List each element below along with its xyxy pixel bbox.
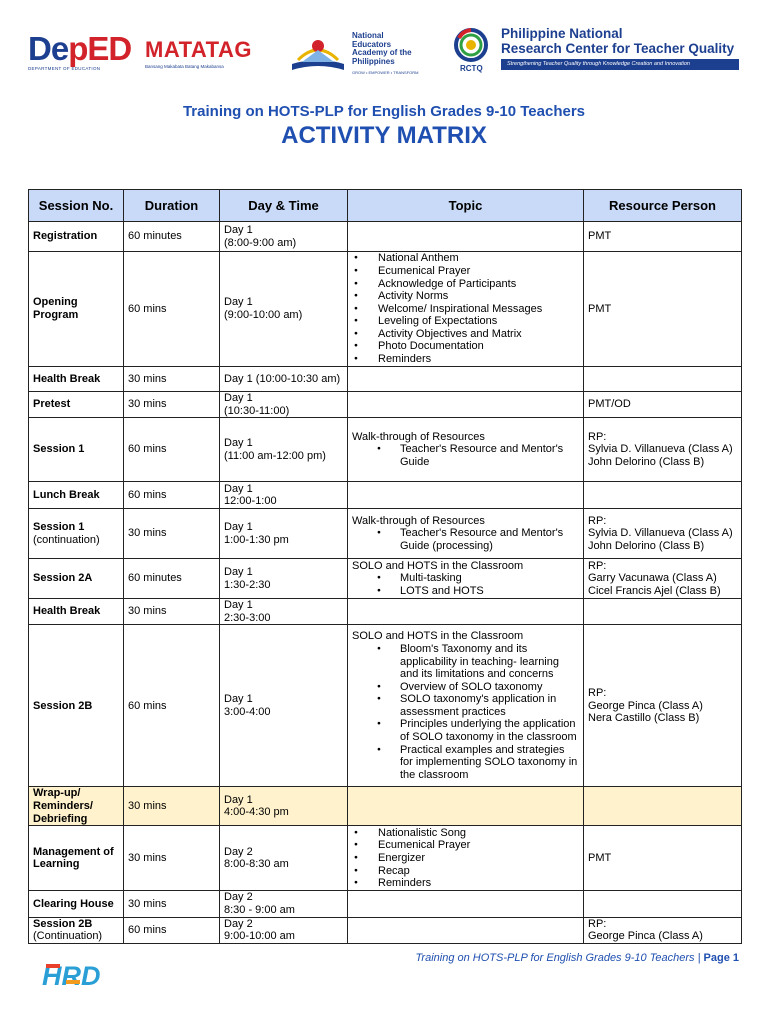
rctq-logo: RCTQ Philippine National Research Center for Teacher Quality Strengthening Teacher Quality through Knowledge Creation and Innovation (449, 26, 741, 76)
table-row: Session 1 (continuation) 30 mins Day 1 1:00-1:30 pm Walk-through of Resources ● Teacher's Resource and Mentor's Guide (processing) RP: Sylvia D. Villanueva (Class A) John Delorino (Class B) (29, 509, 742, 559)
list-item: ● Recap (378, 865, 579, 878)
document-subtitle: Training on HOTS-PLP for English Grades 9-10 Teachers (182, 103, 586, 120)
list-item: ● Overview of SOLO taxonomy (400, 681, 579, 694)
header-logos (0, 0, 768, 95)
table-row: Pretest 30 mins Day 1 (10:30-11:00) PMT/OD (29, 392, 742, 418)
svg-text:HRD: HRD (42, 961, 101, 990)
column-header-session: Session No. (29, 190, 124, 222)
list-item: ● Teacher's Resource and Mentor's Guide (400, 443, 579, 468)
table-row: Clearing House 30 mins Day 2 8:30 - 9:00 am (29, 891, 742, 917)
list-item: ● Principles underlying the application of SOLO taxonomy in the classroom (400, 718, 579, 743)
column-header-day-time: Day & Time (220, 190, 348, 222)
list-item: ● Leveling of Expectations (378, 315, 579, 328)
page-footer: Training on HOTS-PLP for English Grades 9-10 Teachers | Page 1 (415, 952, 739, 964)
table-row: Session 2A 60 minutes Day 1 1:30-2:30 SOLO and HOTS in the Classroom ● Multi-tasking ● LOTS and HOTS RP: Garry Vacunawa (Class A) Cicel Francis Ajel (Class B) (29, 559, 742, 599)
table-row: Session 2B (Continuation) 60 mins Day 2 9:00-10:00 am RP: George Pinca (Class A) (29, 917, 742, 943)
topic-cell: SOLO and HOTS in the Classroom ● Multi-tasking ● LOTS and HOTS (348, 559, 584, 599)
table-row: Wrap-up/ Reminders/ Debriefing 30 mins Day 1 4:00-4:30 pm (29, 787, 742, 826)
list-item: ● Ecumenical Prayer (378, 265, 579, 278)
hrd-logo-icon (40, 960, 110, 990)
table-row: Management of Learning 30 mins Day 2 8:00-8:30 am ● Nationalistic Song ● Ecumenical Prayer ● Energizer ● Recap ● Reminders PMT (29, 826, 742, 891)
table-row: Opening Program 60 mins Day 1 (9:00-10:00 am) ● National Anthem ● Ecumenical Prayer ● Acknowledge of Participants ● Activity Norms ● Welcome/ Inspirational Messages ● Leveling of Expectations ● Activity Objectives and Matrix ● Photo Documentation ● Reminders PMT (29, 252, 742, 367)
topic-cell (348, 252, 584, 367)
table-row: Health Break 30 mins Day 1 2:30-3:00 (29, 599, 742, 625)
page-number: Page 1 (703, 952, 739, 964)
table-row: Session 1 60 mins Day 1 (11:00 am-12:00 pm) Walk-through of Resources ● Teacher's Resource and Mentor's Guide RP: Sylvia D. Villanueva (Class A) John Delorino (Class B) (29, 418, 742, 482)
table-row: Lunch Break 60 mins Day 1 12:00-1:00 (29, 482, 742, 509)
list-item: ● Energizer (378, 852, 579, 865)
list-item: ● National Anthem (378, 252, 579, 265)
list-item: ● Teacher's Resource and Mentor's Guide (processing) (400, 527, 579, 552)
table-row: Health Break 30 mins Day 1 (10:00-10:30 am) (29, 367, 742, 392)
column-header-duration: Duration (124, 190, 220, 222)
list-item: ● Nationalistic Song (378, 827, 579, 840)
hrd-logo (40, 960, 110, 995)
list-item: ● Activity Norms (378, 290, 579, 303)
list-item: ● Bloom's Taxonomy and its applicability in teaching- learning and its limitations and concerns (400, 643, 579, 681)
list-item: ● Acknowledge of Participants (378, 278, 579, 291)
list-item: ● Reminders (378, 353, 579, 366)
list-item: ● Welcome/ Inspirational Messages (378, 303, 579, 316)
deped-logo: DepED DEPARTMENT OF EDUCATION (28, 30, 132, 71)
list-item: ● LOTS and HOTS (400, 585, 579, 598)
list-item: ● Ecumenical Prayer (378, 839, 579, 852)
table-header-row (29, 190, 742, 222)
document-title: ACTIVITY MATRIX (281, 122, 487, 149)
column-header-topic: Topic (348, 190, 584, 222)
nea-emblem-icon (288, 34, 348, 72)
activity-matrix-table (28, 189, 742, 944)
list-item: ● Reminders (378, 877, 579, 890)
topic-cell: SOLO and HOTS in the Classroom ● Bloom's Taxonomy and its applicability in teaching- learning and its limitations and concerns ● Overview of SOLO taxonomy ● SOLO taxonomy's application in assessment practices ● Principles underlying the application of SOLO taxonomy in the classroom ● Practical examples and strategies for implementing SOLO taxonomy in the classroom (348, 625, 584, 787)
deped-logo-subtext: DEPARTMENT OF EDUCATION (28, 66, 101, 71)
rctq-emblem-icon (454, 28, 488, 62)
table-row: Session 2B 60 mins Day 1 3:00-4:00 SOLO and HOTS in the Classroom ● Bloom's Taxonomy and its applicability in teaching- learning and its limitations and concerns ● Overview of SOLO taxonomy ● SOLO taxonomy's application in assessment practices ● Principles underlying the application of SOLO taxonomy in the classroom ● Practical examples and strategies for implementing SOLO taxonomy in the classroom RP: George Pinca (Class A) Nera Castillo (Class B) (29, 625, 742, 787)
topic-cell: Walk-through of Resources ● Teacher's Resource and Mentor's Guide (processing) (348, 509, 584, 559)
table-row: Registration 60 minutes Day 1 (8:00-9:00 am) PMT (29, 222, 742, 252)
list-item: ● SOLO taxonomy's application in assessment practices (400, 693, 579, 718)
list-item: ● Activity Objectives and Matrix (378, 328, 579, 341)
topic-cell: Walk-through of Resources ● Teacher's Resource and Mentor's Guide (348, 418, 584, 482)
list-item: ● Photo Documentation (378, 340, 579, 353)
nea-logo: National Educators Academy of the Philippines GROW • EMPOWER • TRANSFORM (288, 32, 428, 76)
list-item: ● Multi-tasking (400, 572, 579, 585)
column-header-resource-person: Resource Person (584, 190, 742, 222)
matatag-logo: MATATAG Bansang Makabata Batang Makabansa (145, 37, 252, 69)
topic-cell (348, 826, 584, 891)
list-item: ● Practical examples and strategies for implementing SOLO taxonomy in the classroom (400, 744, 579, 782)
